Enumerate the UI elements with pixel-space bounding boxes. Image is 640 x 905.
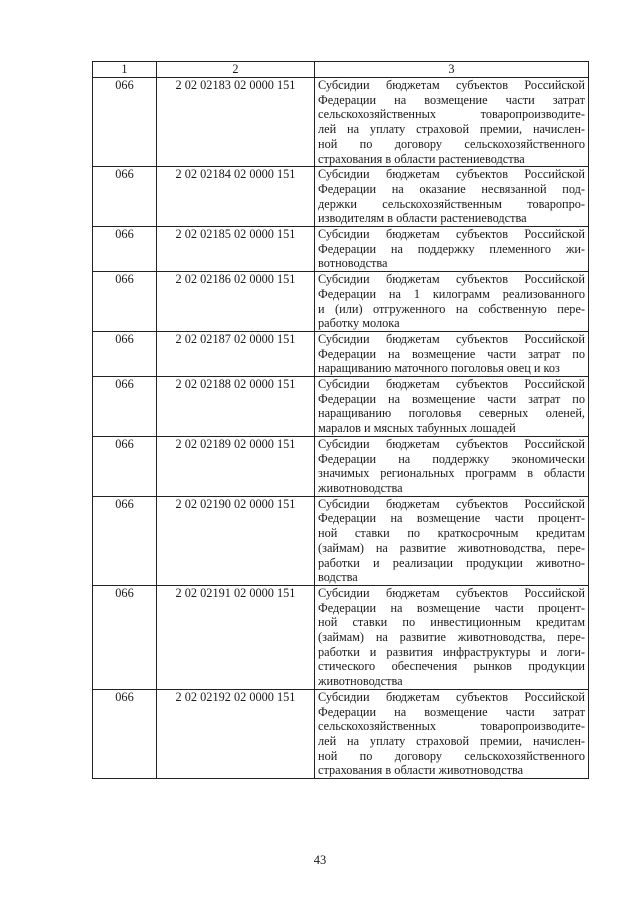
description-line: страхования в области животноводства — [318, 763, 524, 778]
column-header-2: 2 — [157, 62, 315, 78]
page-number: 43 — [313, 853, 327, 867]
admin-code-cell: 066 — [93, 331, 157, 376]
budget-code-cell: 2 02 02192 02 0000 151 — [157, 689, 315, 778]
description-line: работки и развития инфраструктуры и логи- — [318, 644, 585, 659]
description-line: сельскохозяйственных товаропроизводите- — [318, 107, 585, 122]
budget-code-cell: 2 02 02184 02 0000 151 — [157, 167, 315, 227]
description-line: Субсидии бюджетам субъектов Российской — [318, 167, 585, 182]
description-line: Федерации на возмещение части процент- — [318, 511, 585, 526]
table-header-row — [93, 62, 589, 78]
description-cell — [315, 78, 589, 167]
description-line: Субсидии бюджетам субъектов Российской — [318, 585, 585, 600]
budget-code-cell: 2 02 02189 02 0000 151 — [157, 436, 315, 496]
description-cell — [315, 585, 589, 689]
budget-code-cell: 2 02 02191 02 0000 151 — [157, 585, 315, 689]
description-line: Федерации на 1 килограмм реализованного — [318, 286, 585, 301]
description-line: ной по договору сельскохозяйственного — [318, 748, 585, 763]
description-line: вотноводства — [318, 256, 388, 271]
budget-code-cell: 2 02 02188 02 0000 151 — [157, 377, 315, 437]
description-line: работки и реализации продукции животно- — [318, 555, 585, 570]
description-line: водства — [318, 570, 358, 585]
admin-code-cell: 066 — [93, 78, 157, 167]
admin-code-cell: 066 — [93, 272, 157, 332]
column-header-1: 1 — [93, 62, 157, 78]
description-line: (займам) на развитие животноводства, пере- — [318, 630, 585, 645]
description-line: Федерации на возмещение части затрат — [318, 704, 585, 719]
description-line: сельскохозяйственных товаропроизводите- — [318, 719, 585, 734]
budget-code-cell: 2 02 02185 02 0000 151 — [157, 227, 315, 272]
table-row — [93, 436, 589, 496]
description-line: наращиванию поголовья северных оленей, — [318, 406, 585, 421]
description-line: держки сельскохозяйственным товаропро- — [318, 196, 585, 211]
description-line: Субсидии бюджетам субъектов Российской — [318, 78, 585, 92]
description-line: (займам) на развитие животноводства, пере- — [318, 540, 585, 555]
description-line: ной ставки по инвестиционным кредитам — [318, 615, 585, 630]
budget-code-cell: 2 02 02183 02 0000 151 — [157, 78, 315, 167]
table-body — [93, 78, 589, 779]
description-line: Федерации на оказание несвязанной под- — [318, 181, 585, 196]
description-cell — [315, 689, 589, 778]
description-line: животноводства — [318, 674, 403, 689]
description-line: работку молока — [318, 316, 400, 331]
budget-code-cell: 2 02 02190 02 0000 151 — [157, 496, 315, 585]
description-cell — [315, 227, 589, 272]
description-line: страхования в области растениеводства — [318, 151, 525, 166]
description-line: Субсидии бюджетам субъектов Российской — [318, 227, 585, 242]
budget-classification-table — [92, 61, 589, 779]
table-row — [93, 585, 589, 689]
budget-code-cell: 2 02 02186 02 0000 151 — [157, 272, 315, 332]
description-line: наращиванию маточного поголовья овец и коз — [318, 361, 560, 376]
description-line: Субсидии бюджетам субъектов Российской — [318, 436, 585, 451]
description-line: и (или) отгруженного на собственную пере- — [318, 301, 585, 316]
description-line: Федерации на поддержку племенного жи- — [318, 241, 585, 256]
column-header-3: 3 — [315, 62, 589, 78]
description-cell — [315, 272, 589, 332]
budget-code-cell: 2 02 02187 02 0000 151 — [157, 331, 315, 376]
description-line: Субсидии бюджетам субъектов Российской — [318, 496, 585, 511]
admin-code-cell: 066 — [93, 436, 157, 496]
description-line: животноводства — [318, 480, 403, 495]
description-cell — [315, 377, 589, 437]
description-line: ной ставки по краткосрочным кредитам — [318, 526, 585, 541]
admin-code-cell: 066 — [93, 377, 157, 437]
description-line: Субсидии бюджетам субъектов Российской — [318, 689, 585, 704]
description-line: лей на уплату страховой премии, начислен- — [318, 122, 585, 137]
description-line: Федерации на возмещение части затрат по — [318, 346, 585, 361]
table-row — [93, 272, 589, 332]
table-row — [93, 78, 589, 167]
description-line: Субсидии бюджетам субъектов Российской — [318, 377, 585, 392]
admin-code-cell: 066 — [93, 585, 157, 689]
description-line: Федерации на возмещение части затрат — [318, 92, 585, 107]
admin-code-cell: 066 — [93, 689, 157, 778]
description-line: значимых региональных программ в области — [318, 466, 585, 481]
table-row — [93, 167, 589, 227]
description-line: Субсидии бюджетам субъектов Российской — [318, 331, 585, 346]
description-line: изводителям в области растениеводства — [318, 211, 527, 226]
description-line: Федерации на возмещение части затрат по — [318, 391, 585, 406]
description-line: лей на уплату страховой премии, начислен- — [318, 733, 585, 748]
admin-code-cell: 066 — [93, 167, 157, 227]
description-line: Федерации на возмещение части процент- — [318, 600, 585, 615]
description-line: Субсидии бюджетам субъектов Российской — [318, 272, 585, 287]
admin-code-cell: 066 — [93, 496, 157, 585]
table-row — [93, 377, 589, 437]
description-line: ной по договору сельскохозяйственного — [318, 136, 585, 151]
table-row — [93, 331, 589, 376]
description-cell — [315, 496, 589, 585]
description-cell — [315, 167, 589, 227]
description-cell — [315, 436, 589, 496]
table-row — [93, 496, 589, 585]
description-line: маралов и мясных табунных лошадей — [318, 421, 516, 436]
table-row — [93, 689, 589, 778]
description-line: стического обеспечения рынков продукции — [318, 659, 585, 674]
admin-code-cell: 066 — [93, 227, 157, 272]
table-row — [93, 227, 589, 272]
description-cell — [315, 331, 589, 376]
description-line: Федерации на поддержку экономически — [318, 451, 585, 466]
